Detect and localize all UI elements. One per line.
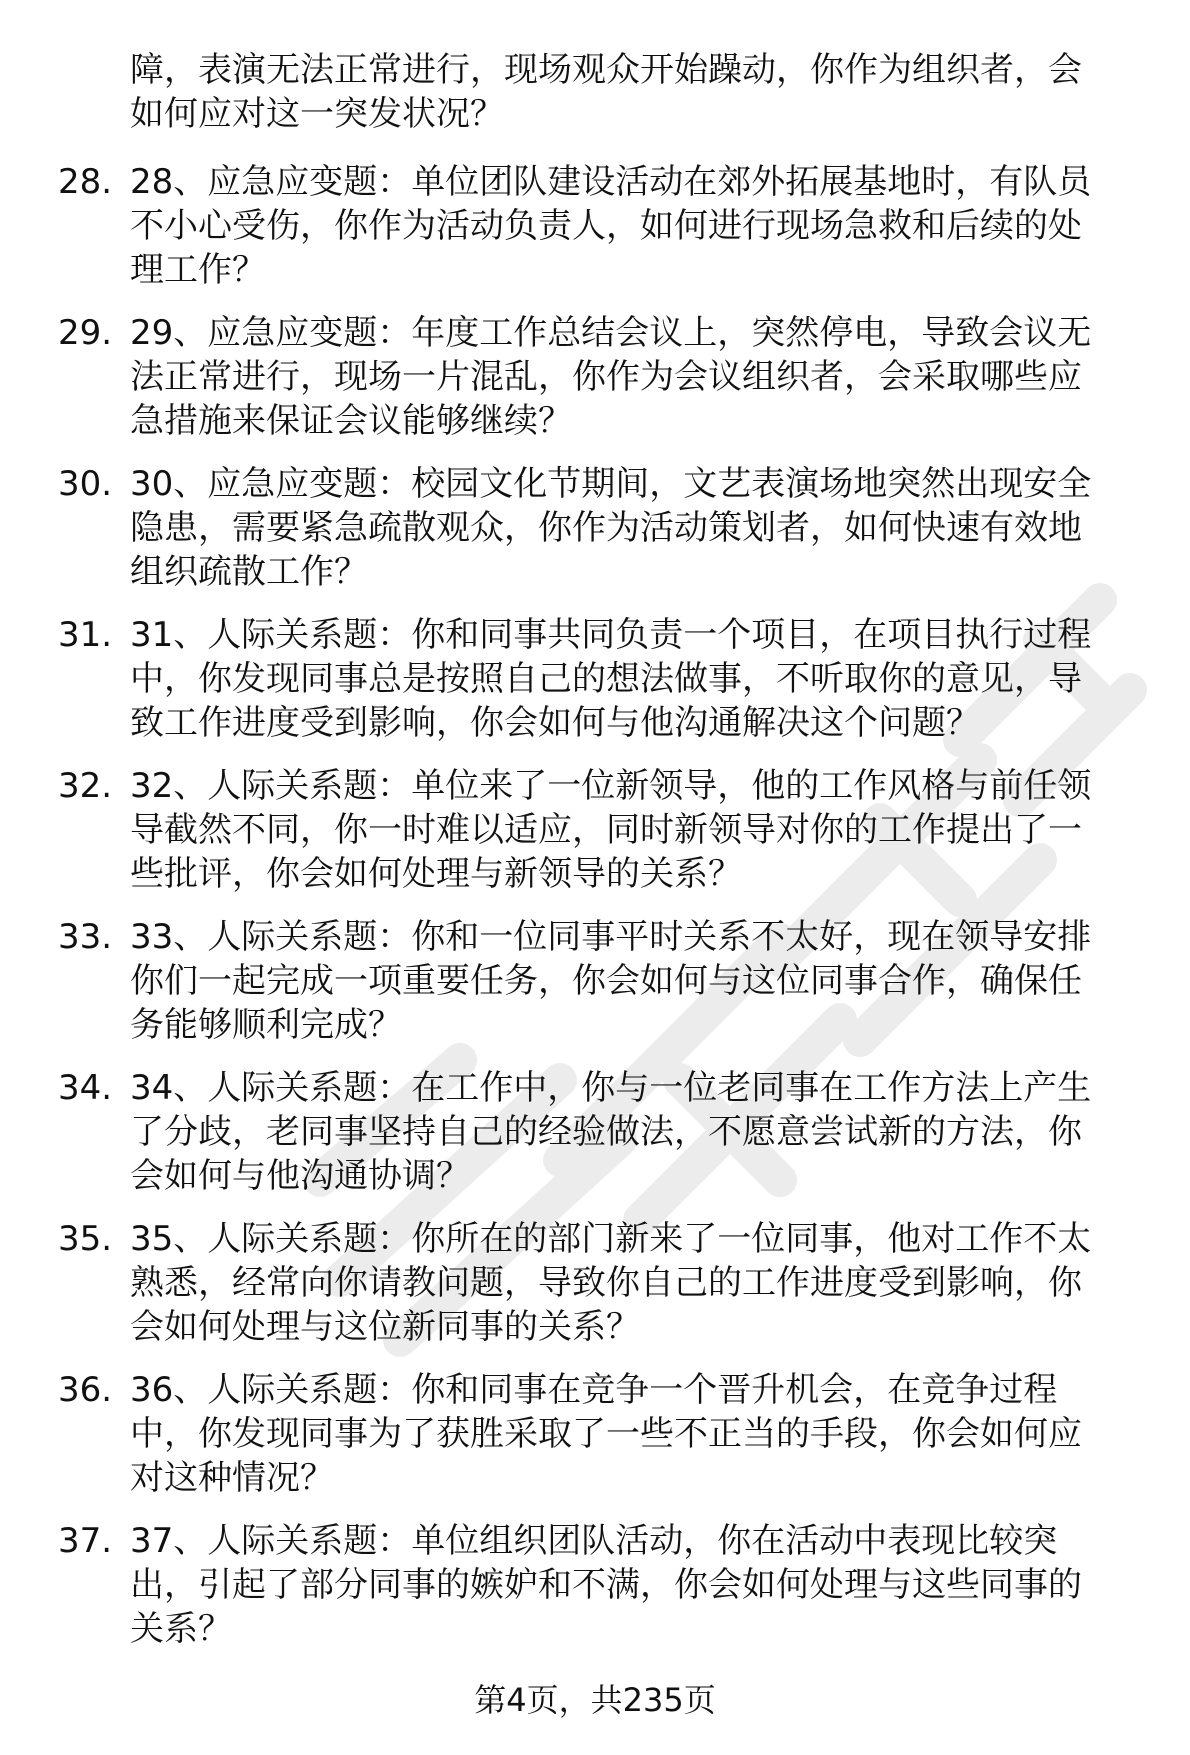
list-item [0,311,1190,443]
continuation-text: 障，表演无法正常进行，现场观众开始躁动，你作为组织者，会 如何应对这一突发状况？ [130,50,1082,134]
list-item [0,160,1190,292]
question-text: 29、应急应变题：年度工作总结会议上，突然停电，导致会议无 法正常进行，现场一片混乱，你作为会议组织者，会采取哪些应 急措施来保证会议能够继续？ [130,313,1092,441]
question-text: 36、人际关系题：你和同事在竞争一个晋升机会，在竞争过程 中，你发现同事为了获胜采取了一些不正当的手段，你会如何应 对这种情况？ [130,1370,1082,1498]
list-item [0,1368,1190,1500]
question-number: 34. [58,1068,113,1108]
list-item [0,613,1190,745]
list-item [0,462,1190,594]
page-footer: 第4页，共235页 [474,1681,716,1719]
question-list [0,160,1190,1670]
question-number: 32. [58,766,113,806]
question-number: 36. [58,1370,113,1410]
question-number: 33. [58,917,113,957]
question-text: 28、应急应变题：单位团队建设活动在郊外拓展基地时，有队员 不小心受伤，你作为活动负责人，如何进行现场急救和后续的处 理工作？ [130,162,1092,290]
question-text: 32、人际关系题：单位来了一位新领导，他的工作风格与前任领 导截然不同，你一时难以适应，同时新领导对你的工作提出了一 些批评，你会如何处理与新领导的关系？ [130,766,1092,894]
question-text: 34、人际关系题：在工作中，你与一位老同事在工作方法上产生 了分歧，老同事坚持自己的经验做法，不愿意尝试新的方法，你 会如何与他沟通协调？ [130,1068,1092,1196]
question-number: 28. [58,162,113,202]
question-text: 35、人际关系题：你所在的部门新来了一位同事，他对工作不太 熟悉，经常向你请教问题，导致你自己的工作进度受到影响，你 会如何处理与这位新同事的关系？ [130,1219,1092,1347]
list-item [0,915,1190,1047]
list-item [0,1519,1190,1651]
question-number: 37. [58,1521,113,1561]
list-item [0,1066,1190,1198]
question-text: 30、应急应变题：校园文化节期间，文艺表演场地突然出现安全 隐患，需要紧急疏散观众，你作为活动策划者，如何快速有效地 组织疏散工作？ [130,464,1092,592]
question-text: 37、人际关系题：单位组织团队活动，你在活动中表现比较突 出，引起了部分同事的嫉妒和不满，你会如何处理与这些同事的 关系？ [130,1521,1082,1649]
question-number: 29. [58,313,113,353]
question-number: 31. [58,615,113,655]
question-text: 33、人际关系题：你和一位同事平时关系不太好，现在领导安排 你们一起完成一项重要任务，你会如何与这位同事合作，确保任 务能够顺利完成？ [130,917,1092,1045]
question-text: 31、人际关系题：你和同事共同负责一个项目，在项目执行过程 中，你发现同事总是按照自己的想法做事，不听取你的意见，导 致工作进度受到影响，你会如何与他沟通解决这个问题？ [130,615,1092,743]
question-number: 30. [58,464,113,504]
question-number: 35. [58,1219,113,1259]
list-item [0,1217,1190,1349]
list-item [0,764,1190,896]
